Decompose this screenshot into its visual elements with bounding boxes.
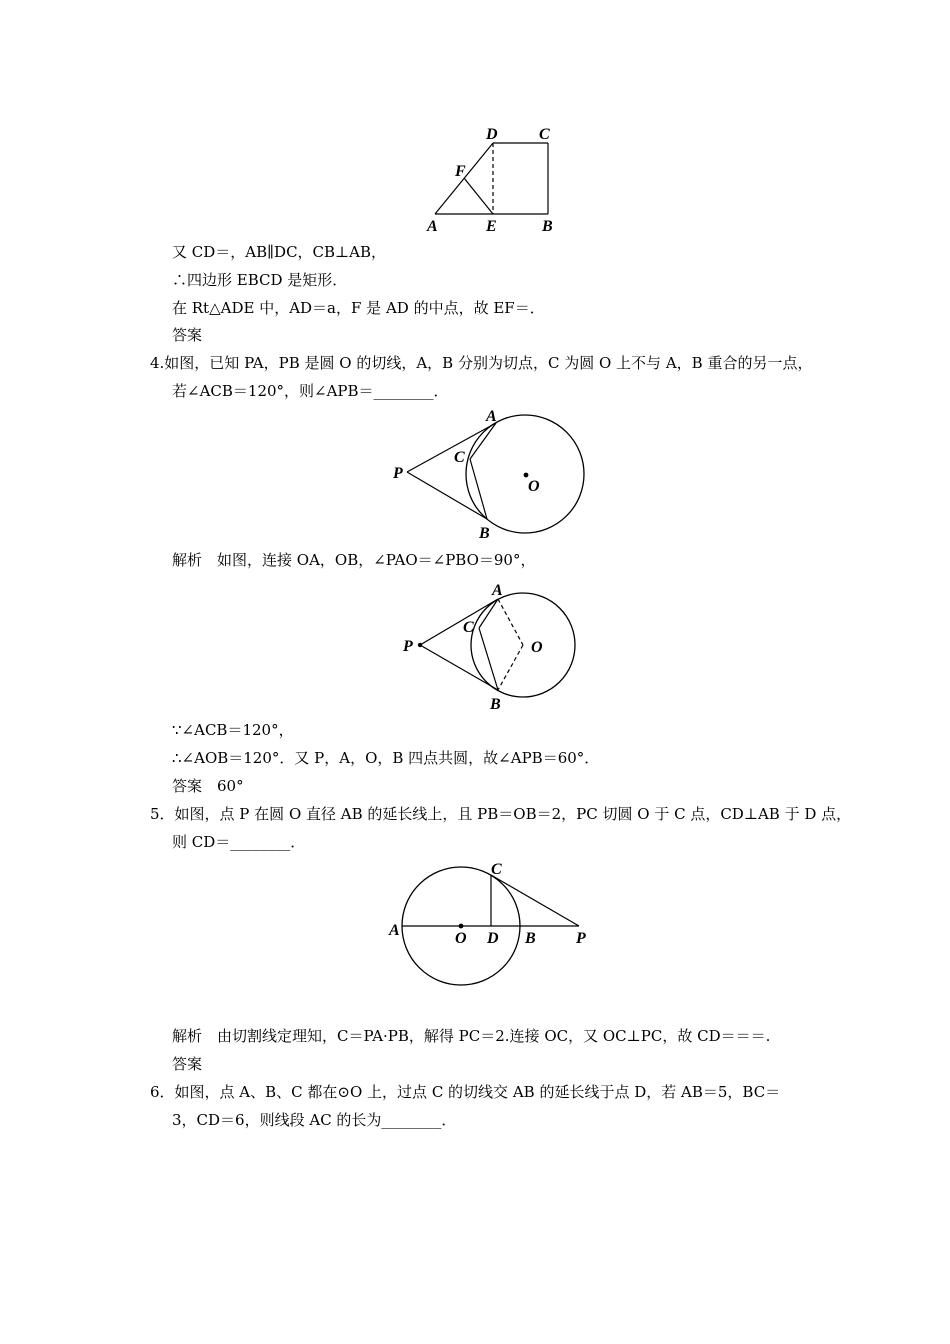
label-B: B [479,525,490,542]
label-P: P [393,465,403,482]
problem5-answer: 答案 [172,1055,203,1073]
label-A: A [389,922,400,939]
problem5-line1: 5．如图，点 P 在圆 O 直径 AB 的延长线上，且 PB＝OB＝2，PC 切圆 O 于 C 点，CD⊥AB 于 D 点， [150,805,852,823]
solution3-line1: 又 CD＝，AB∥DC，CB⊥AB， [172,243,387,261]
figure-tangent-radii [395,575,590,715]
label-D: D [486,126,498,143]
label-E: E [486,218,497,235]
solution3-line3: 在 Rt△ADE 中，AD＝a，F 是 AD 的中点，故 EF＝． [172,299,545,317]
label-A: A [492,582,503,599]
label-O: O [528,478,540,495]
label-D: D [487,930,499,947]
figure-diameter-tangent [380,858,595,998]
problem5-line2: 则 CD＝________． [172,833,306,851]
problem6-line2: 3，CD＝6，则线段 AC 的长为________． [172,1111,457,1129]
label-O: O [531,639,543,656]
label-B: B [490,696,501,713]
label-A: A [427,218,438,235]
figure-tangent-circle [385,402,600,547]
problem5-analysis: 解析 由切割线定理知，C＝PA·PB，解得 PC＝2.连接 OC，又 OC⊥PC，故 CD＝＝＝. [172,1027,771,1045]
label-B: B [525,930,536,947]
label-P: P [403,638,413,655]
label-P: P [576,930,586,947]
problem4-line1: 4.如图，已知 PA，PB 是圆 O 的切线，A，B 分别为切点，C 为圆 O 上不与 A，B 重合的另一点， [150,354,813,372]
figure-trapezoid [420,122,565,237]
solution3-answer: 答案 [172,326,203,344]
label-C: C [463,619,474,636]
problem4-therefore: ∴∠AOB＝120°．又 P，A，O，B 四点共圆，故∠APB＝60°． [172,749,600,767]
problem4-because: ∵∠ACB＝120°， [172,721,294,739]
label-C: C [491,861,502,878]
label-O: O [455,930,467,947]
problem6-line1: 6．如图，点 A、B、C 都在⊙O 上，过点 C 的切线交 AB 的延长线于点 D，若 AB＝5，BC＝ [150,1083,781,1101]
label-C: C [539,126,550,143]
problem4-answer: 答案 60° [172,777,244,795]
solution3-line2: ∴四边形 EBCD 是矩形． [172,271,348,289]
label-B: B [542,218,553,235]
label-A: A [486,408,497,425]
problem4-analysis: 解析 如图，连接 OA，OB，∠PAO＝∠PBO＝90°， [172,551,536,569]
label-F: F [455,163,466,180]
label-C: C [454,449,465,466]
problem4-line2: 若∠ACB＝120°，则∠APB＝________． [172,382,449,400]
